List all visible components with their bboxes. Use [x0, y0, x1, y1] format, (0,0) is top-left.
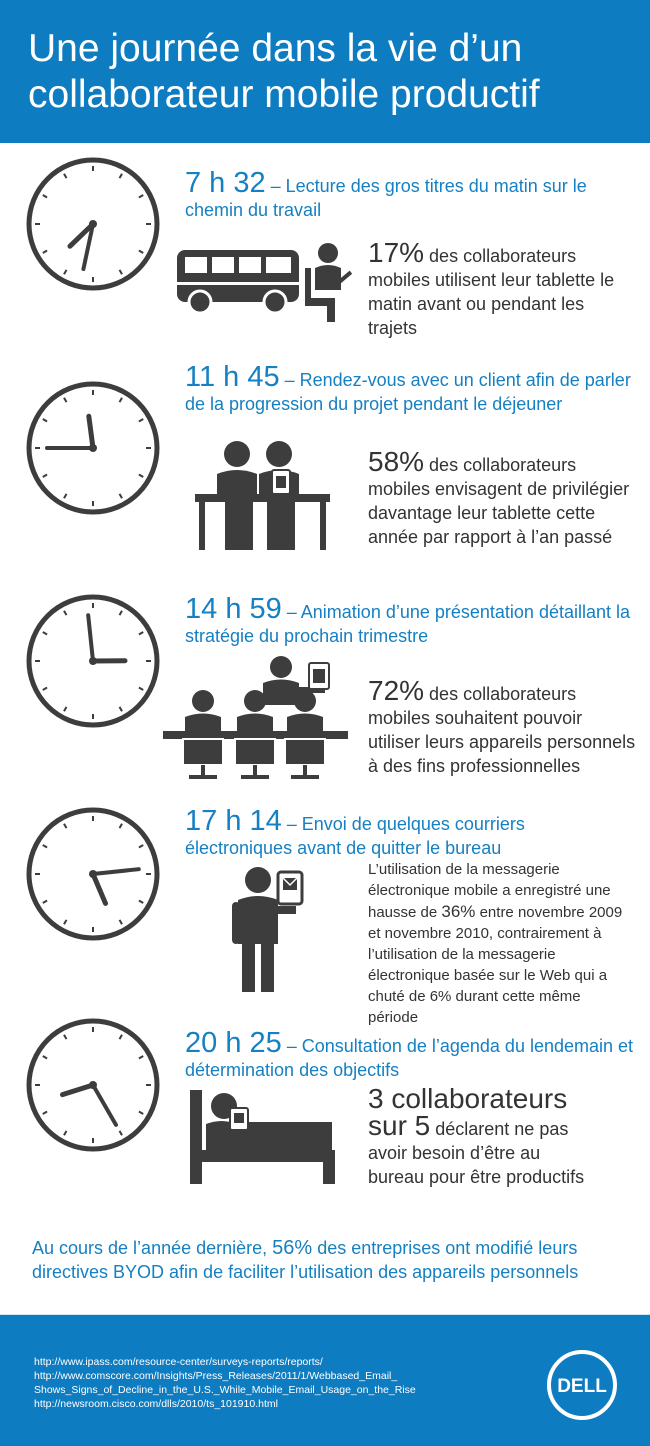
stat-body: entre novembre 2009 et novembre 2010, contrairement à l’utilisation de la messagerie électronique basée sur le Web qui a chuté de 6% durant cette même période — [368, 904, 623, 1026]
source-link[interactable]: http://newsroom.cisco.com/dlls/2010/ts_101910.html — [34, 1398, 278, 1410]
stat-highlight: 36% — [441, 902, 476, 921]
time-heading — [185, 1028, 635, 1082]
summary-before: Au cours de l’année dernière, — [32, 1238, 273, 1258]
stat-body-before: L’utilisation de la messagerie électronique mobile a enregistré une hausse de — [368, 861, 611, 921]
source-link[interactable]: Shows_Signs_of_Decline_in_the_U.S._While_Mobile_Email_Usage_on_the_Rise — [34, 1384, 416, 1396]
time-heading — [185, 362, 635, 416]
time-heading — [185, 594, 635, 648]
stat-body: des collaborateurs mobiles souhaitent pouvoir utiliser leurs appareils personnels à des fins professionnelles — [368, 684, 636, 776]
source-links — [34, 1355, 514, 1411]
activity-label: – Consultation de l’agenda du lendemain et détermination des objectifs — [185, 1036, 634, 1080]
stat-text — [368, 1083, 598, 1189]
stat-highlight: 58% — [368, 446, 425, 477]
activity-label: – Envoi de quelques courriers électroniques avant de quitter le bureau — [185, 814, 525, 858]
activity-label: – Rendez-vous avec un client afin de parler de la progression du projet pendant le déjeuner — [185, 370, 631, 414]
source-link[interactable]: http://www.comscore.com/Insights/Press_Releases/2011/1/Webbased_Email_ — [34, 1370, 398, 1382]
person-tablet-icon — [232, 866, 304, 994]
header-banner — [0, 0, 650, 143]
summary-after: des entreprises ont modifié leurs directives BYOD afin de faciliter l’utilisation des appareils personnels — [32, 1238, 579, 1282]
stat-body: des collaborateurs mobiles utilisent leur tablette le matin avant ou pendant les trajets — [368, 246, 615, 338]
clock-center — [89, 1081, 97, 1089]
stat-text — [368, 859, 630, 1028]
time-heading — [185, 806, 635, 860]
stat-body: des collaborateurs mobiles envisagent de privilégier davantage leur tablette cette année par rapport à l’an passé — [368, 455, 630, 547]
clock-center — [89, 444, 97, 452]
stat-text — [368, 237, 633, 340]
clock-icon — [24, 1016, 162, 1154]
stat-highlight: 17% — [368, 237, 425, 268]
logo-text: DELL — [557, 1376, 607, 1397]
time-heading — [185, 168, 635, 222]
bed-tablet-icon — [190, 1090, 335, 1186]
summary-highlight: 56% — [272, 1237, 313, 1259]
time-label: 11 h 45 — [185, 361, 280, 393]
bus-commuter-icon — [175, 238, 360, 323]
page-title — [28, 26, 638, 118]
clock-center — [89, 220, 97, 228]
source-link[interactable]: http://www.ipass.com/resource-center/surveys-reports/reports/ — [34, 1356, 323, 1368]
clock-icon — [24, 592, 162, 730]
stat-highlight: 72% — [368, 675, 425, 706]
activity-label: – Lecture des gros titres du matin sur le chemin du travail — [185, 176, 587, 220]
presentation-group-icon — [163, 655, 348, 785]
clock-icon — [24, 379, 162, 517]
clock-icon — [24, 805, 162, 943]
stat-text — [368, 446, 633, 549]
summary-text — [32, 1236, 632, 1284]
meeting-table-icon — [195, 440, 330, 552]
dell-logo-icon — [546, 1349, 618, 1421]
page-title-line-2: collaborateur mobile productif — [28, 73, 540, 116]
stat-body: déclarent ne pas avoir besoin d’être au bureau pour être productifs — [368, 1119, 585, 1187]
clock-center — [89, 870, 97, 878]
page-title-line-1: Une journée dans la vie d’un — [28, 27, 523, 70]
stat-text — [368, 675, 638, 778]
activity-label: – Animation d’une présentation détaillant la stratégie du prochain trimestre — [185, 602, 631, 646]
time-label: 7 h 32 — [185, 167, 266, 199]
footer — [0, 1315, 650, 1446]
stat-highlight: 3 collaborateurs sur 5 — [368, 1083, 568, 1141]
time-label: 14 h 59 — [185, 593, 282, 625]
time-label: 20 h 25 — [185, 1027, 282, 1059]
time-label: 17 h 14 — [185, 805, 282, 837]
clock-icon — [24, 155, 162, 293]
clock-center — [89, 657, 97, 665]
